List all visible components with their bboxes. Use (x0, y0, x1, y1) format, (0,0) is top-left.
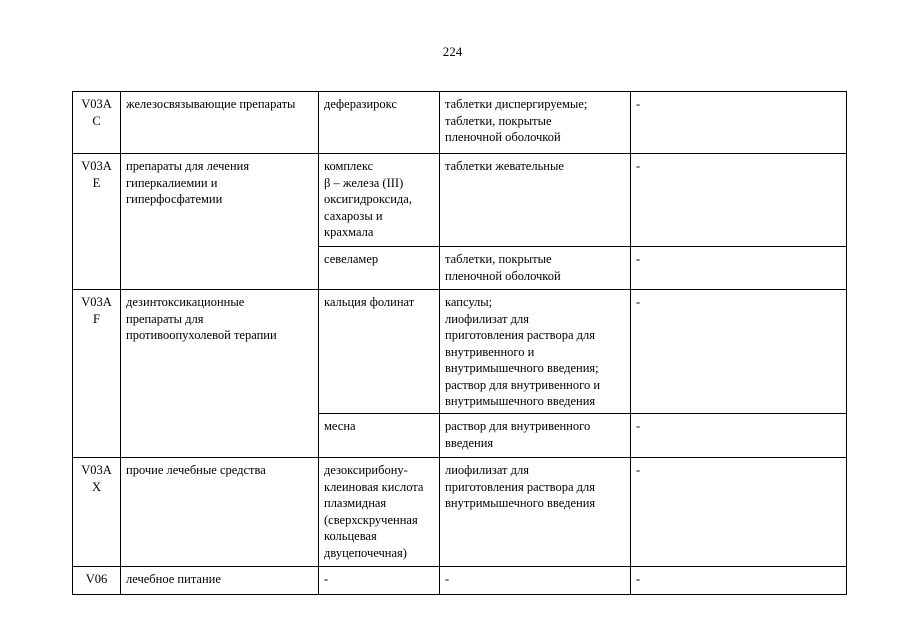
atc-code-cell: V06 (73, 567, 121, 595)
drug-name-cell: кальция фолинат (319, 290, 440, 414)
group-name-cell: прочие лечебные средства (121, 458, 319, 567)
note-cell: - (631, 458, 847, 567)
note-cell: - (631, 247, 847, 290)
dosage-form-cell: капсулы; лиофилизат для приготовления раствора для внутривенного и внутримышечного введения; раствор для внутривенного и внутримышечного введения (440, 290, 631, 414)
drug-name-cell: дезоксирибону- клеиновая кислота плазмидная (сверхскрученная кольцевая двуцепочечная) (319, 458, 440, 567)
drug-name-cell: месна (319, 414, 440, 458)
table-row (73, 567, 847, 595)
drug-name-cell: деферазирокс (319, 92, 440, 154)
dosage-form-cell: таблетки жевательные (440, 154, 631, 247)
note-cell: - (631, 414, 847, 458)
dosage-form-cell: таблетки, покрытые пленочной оболочкой (440, 247, 631, 290)
note-cell: - (631, 92, 847, 154)
note-cell: - (631, 567, 847, 595)
group-name-cell: препараты для лечения гиперкалиемии и гиперфосфатемии (121, 154, 319, 290)
drug-name-cell: севеламер (319, 247, 440, 290)
table-row (73, 290, 847, 414)
page-number: 224 (442, 44, 463, 59)
atc-code-cell: V03A E (73, 154, 121, 290)
note-cell: - (631, 290, 847, 414)
table-row (73, 458, 847, 567)
atc-code-cell: V03A F (73, 290, 121, 458)
note-cell: - (631, 154, 847, 247)
group-name-cell: дезинтоксикационные препараты для противоопухолевой терапии (121, 290, 319, 458)
drug-table (72, 91, 847, 595)
dosage-form-cell: лиофилизат для приготовления раствора для внутримышечного введения (440, 458, 631, 567)
drug-name-cell: комплекс β – железа (III) оксигидроксида, сахарозы и крахмала (319, 154, 440, 247)
table-row (73, 92, 847, 154)
drug-name-cell: - (319, 567, 440, 595)
atc-code-cell: V03A C (73, 92, 121, 154)
dosage-form-cell: таблетки диспергируемые; таблетки, покрытые пленочной оболочкой (440, 92, 631, 154)
table-row (73, 154, 847, 247)
dosage-form-cell: - (440, 567, 631, 595)
dosage-form-cell: раствор для внутривенного введения (440, 414, 631, 458)
atc-code-cell: V03A X (73, 458, 121, 567)
group-name-cell: лечебное питание (121, 567, 319, 595)
group-name-cell: железосвязывающие препараты (121, 92, 319, 154)
